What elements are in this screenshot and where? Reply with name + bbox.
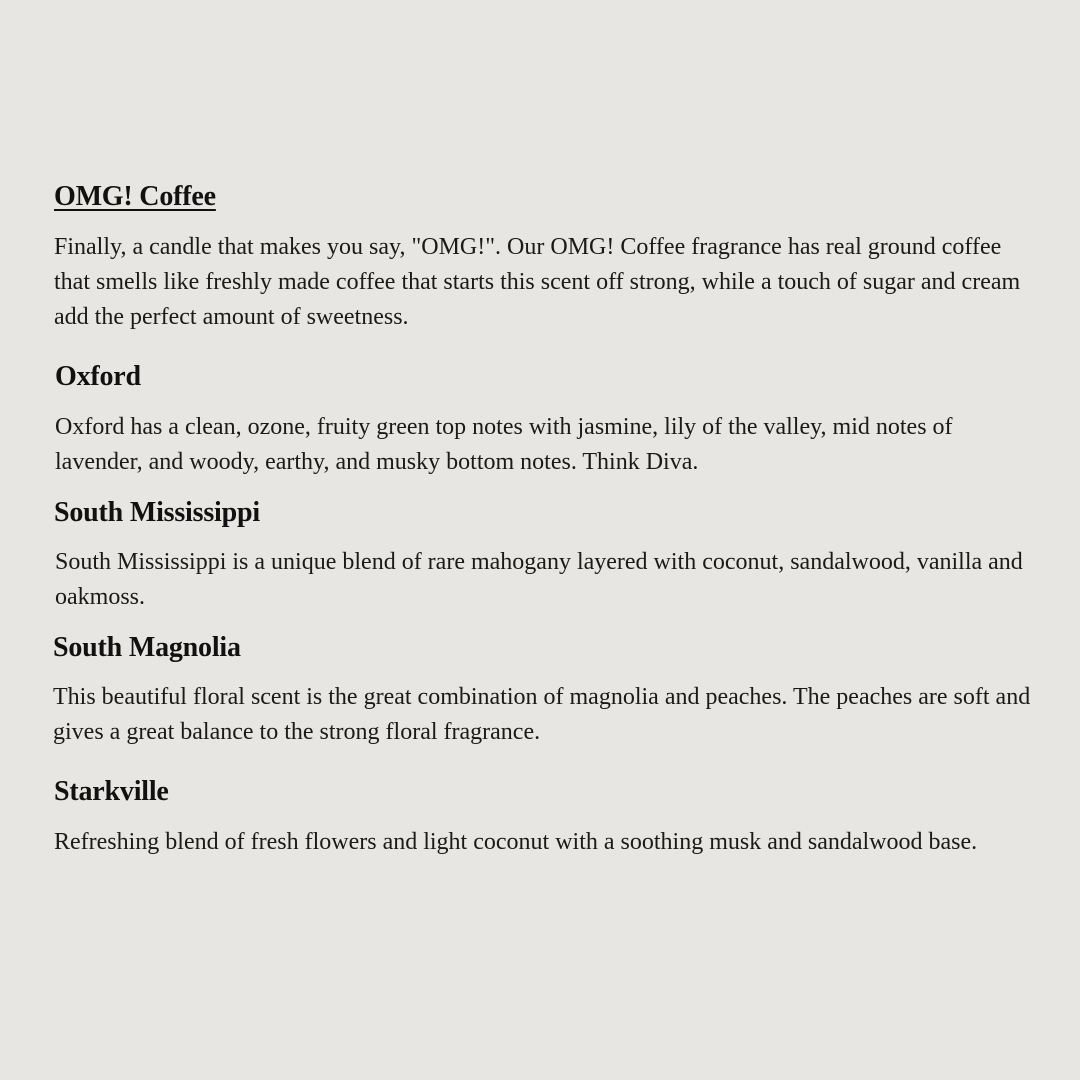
scent-title-starkville: Starkville [54, 776, 169, 807]
scent-title-oxford: Oxford [55, 361, 141, 392]
scent-description-starkville: Refreshing blend of fresh flowers and light coconut with a soothing musk and sandalwood base. [54, 829, 978, 855]
scent-title-south-mississippi: South Mississippi [54, 497, 260, 528]
scent-description-oxford: Oxford has a clean, ozone, fruity green top notes with jasmine, lily of the valley, mid notes of lavender, and woody, earthy, and musky bottom notes. Think Diva. [55, 414, 953, 475]
scent-title-south-magnolia: South Magnolia [53, 632, 241, 663]
scent-description-south-mississippi: South Mississippi is a unique blend of rare mahogany layered with coconut, sandalwood, vanilla and oakmoss. [55, 549, 1023, 610]
scent-description-south-magnolia: This beautiful floral scent is the great combination of magnolia and peaches. The peaches are soft and gives a great balance to the strong floral fragrance. [53, 684, 1031, 745]
scent-title-omg-coffee[interactable]: OMG! Coffee [54, 181, 216, 212]
scent-description-omg-coffee: Finally, a candle that makes you say, "OMG!". Our OMG! Coffee fragrance has real ground coffee that smells like freshly made coffee that starts this scent off strong, while a touch of sugar and cream add the perfect amount of sweetness. [54, 234, 1021, 330]
